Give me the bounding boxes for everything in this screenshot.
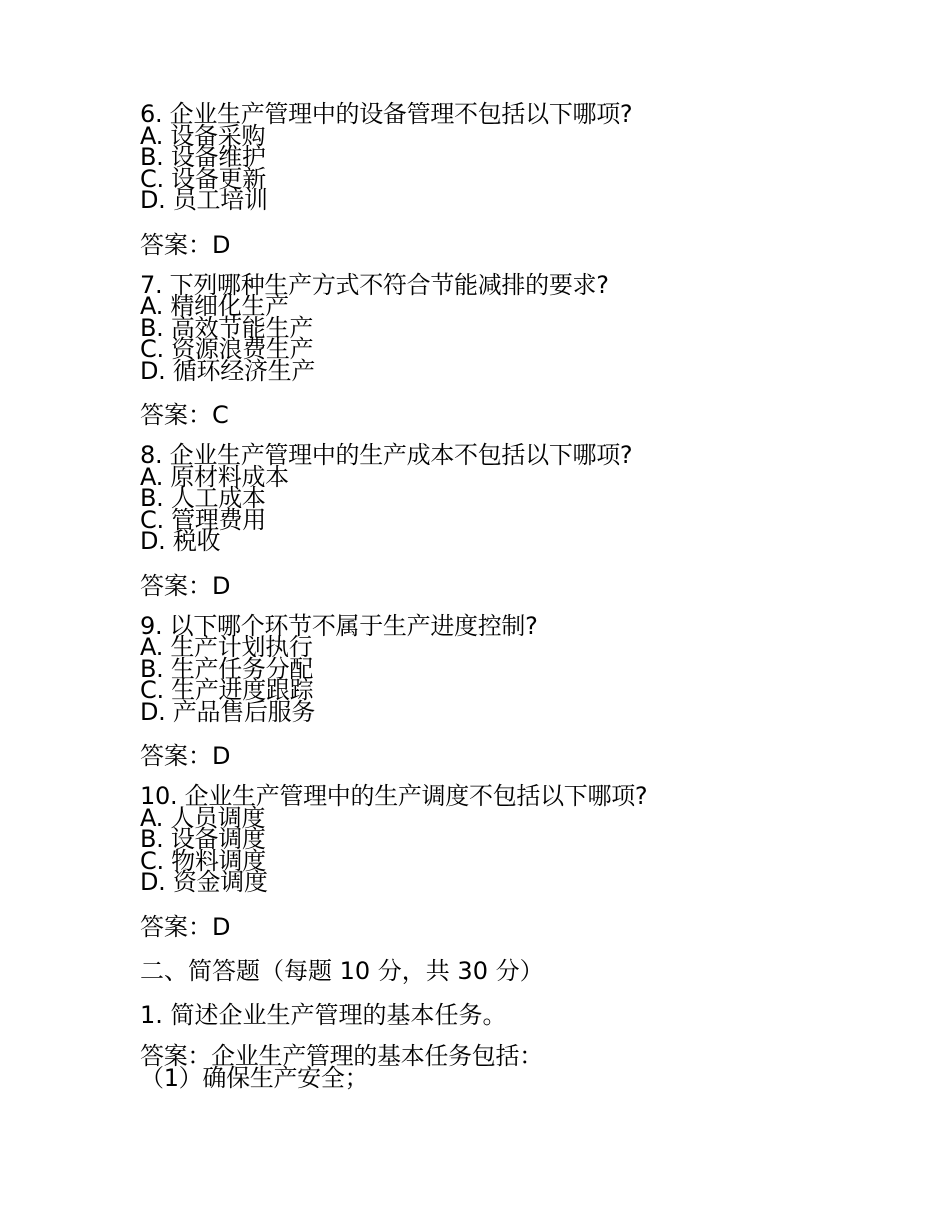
answer-text: 答案：D: [140, 230, 231, 259]
answer-item: （1）确保生产安全；: [140, 1063, 369, 1092]
question-6: [140, 100, 900, 259]
option-c: C. 管理费用: [140, 505, 266, 534]
question-stem: 9. 以下哪个环节不属于生产进度控制?: [140, 611, 538, 640]
answer-intro: 答案：企业生产管理的基本任务包括：: [140, 1041, 543, 1070]
option-c: C. 物料调度: [140, 846, 266, 875]
option-d: D. 产品售后服务: [140, 697, 316, 726]
option-d: D. 资金调度: [140, 868, 268, 896]
short-answer-answer: [140, 1041, 900, 1092]
answer-text: 答案：C: [140, 401, 229, 429]
option-b: B. 生产任务分配: [140, 654, 314, 683]
section-title: 二、简答题（每题 10 分，共 30 分）: [140, 956, 544, 985]
option-b: B. 人工成本: [140, 484, 266, 512]
option-b: B. 高效节能生产: [140, 313, 314, 342]
option-b: B. 设备维护: [140, 143, 266, 171]
question-10: [140, 782, 900, 941]
question-7: [140, 270, 900, 430]
option-a: A. 精细化生产: [140, 292, 289, 320]
document-page: [140, 100, 900, 1092]
question-8: [140, 441, 900, 600]
question-stem: 6. 企业生产管理中的设备管理不包括以下哪项?: [140, 100, 633, 128]
question-stem: 7. 下列哪种生产方式不符合节能减排的要求?: [140, 270, 609, 299]
answer-text: 答案：D: [140, 571, 231, 600]
option-a: A. 生产计划执行: [140, 633, 313, 661]
question-stem: 10. 企业生产管理中的生产调度不包括以下哪项?: [140, 782, 648, 810]
answer-text: 答案：D: [140, 912, 231, 941]
option-a: A. 原材料成本: [140, 462, 289, 491]
question-9: [140, 611, 900, 771]
option-d: D. 员工培训: [140, 186, 268, 214]
option-c: C. 生产进度跟踪: [140, 676, 314, 704]
option-c: C. 资源浪费生产: [140, 335, 314, 363]
option-c: C. 设备更新: [140, 164, 266, 193]
option-d: D. 税收: [140, 527, 221, 555]
option-d: D. 循环经济生产: [140, 356, 316, 385]
question-stem: 8. 企业生产管理中的生产成本不包括以下哪项?: [140, 441, 633, 469]
option-a: A. 设备采购: [140, 121, 266, 150]
short-answer-question: 1. 简述企业生产管理的基本任务。: [140, 1000, 507, 1029]
option-a: A. 人员调度: [140, 803, 266, 832]
option-b: B. 设备调度: [140, 825, 266, 853]
answer-text: 答案：D: [140, 742, 231, 770]
